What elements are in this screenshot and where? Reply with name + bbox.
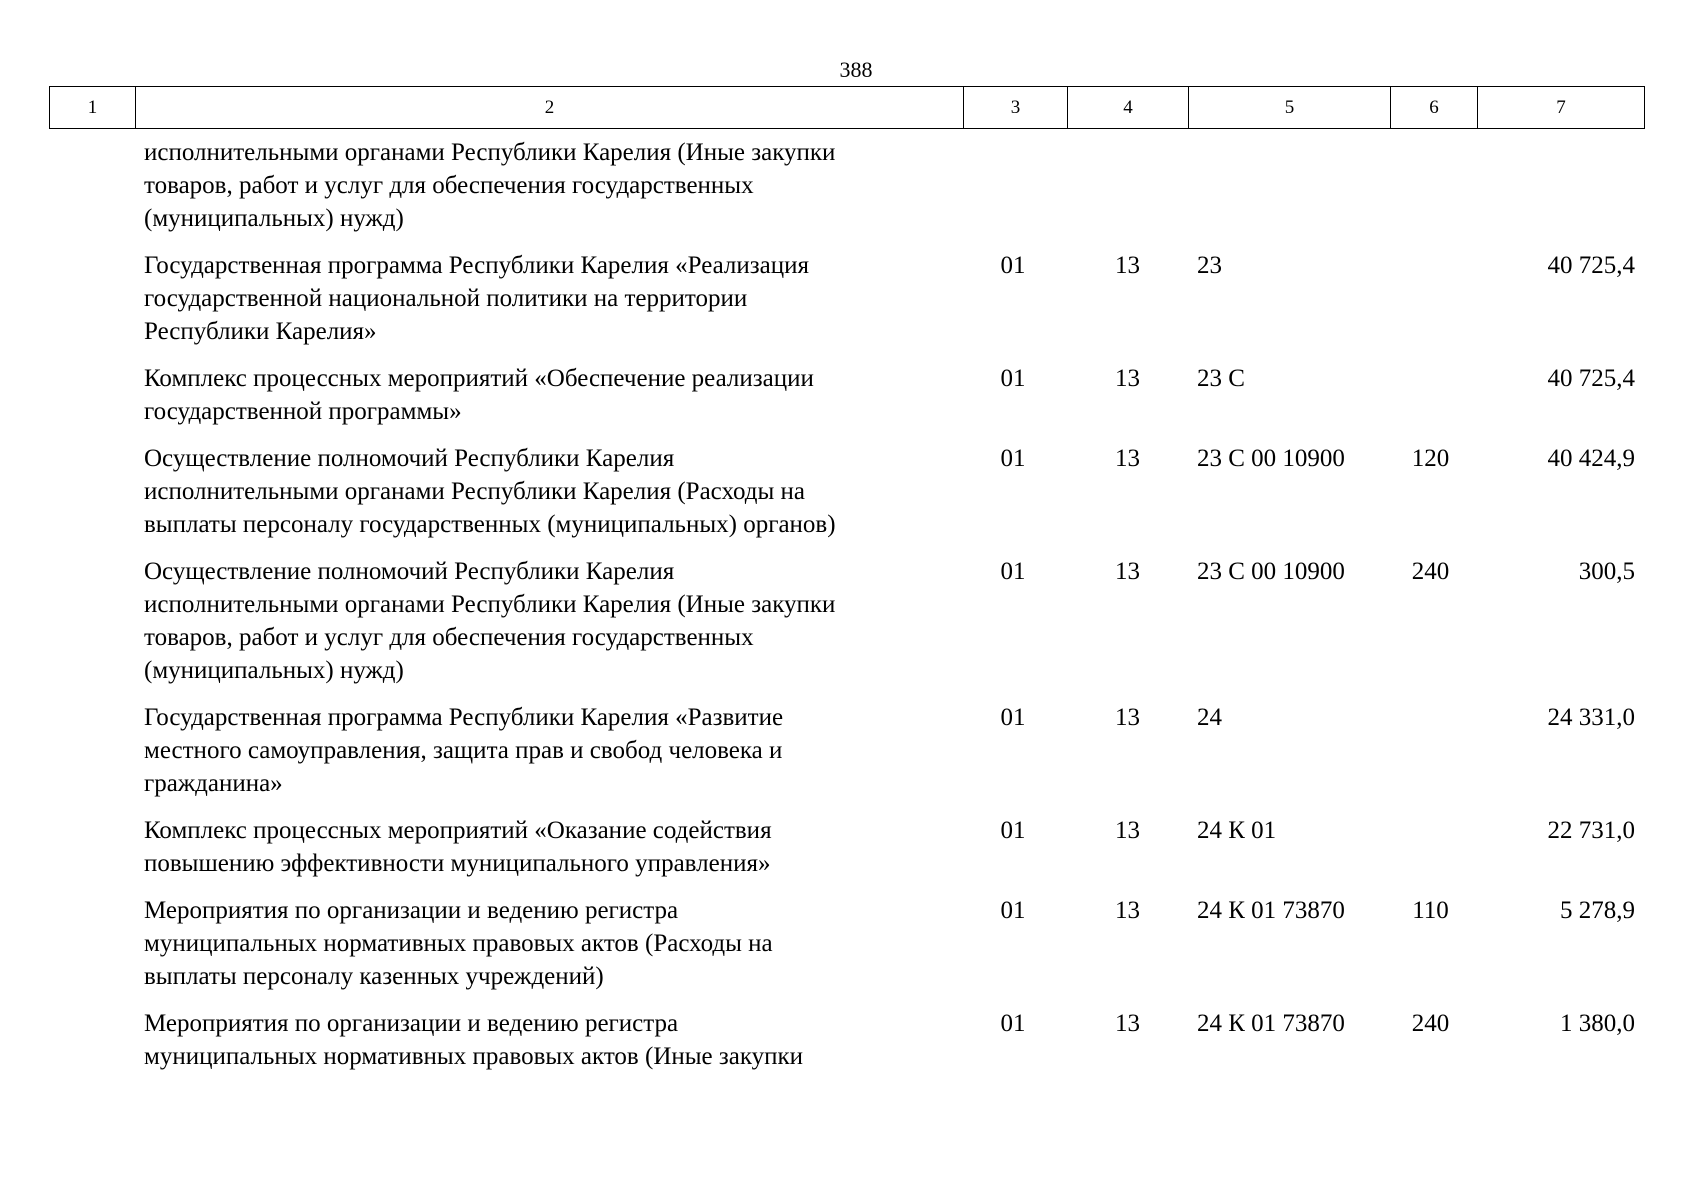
expense-type-code [1390,701,1477,814]
section-code: 01 [1000,365,1026,392]
target-article-code: 23 С [1197,365,1245,392]
amount [1477,136,1644,249]
target-article-code: 23 С 00 10900 [1197,445,1345,472]
target-article-code: 23 [1197,252,1222,279]
budget-table [49,136,1644,1087]
target-article-code [1188,136,1390,249]
subsection-code: 13 [1115,897,1140,924]
section-code: 01 [1000,445,1026,472]
column-header-row [50,87,1645,129]
description-line: повышению эффективности муниципального управления» [144,850,771,877]
target-article-code: 24 [1197,704,1222,731]
description-line: муниципальных нормативных правовых актов (Расходы на [144,930,773,957]
row-description [49,814,963,894]
section-code: 01 [1000,1010,1026,1037]
section-code: 01 [1000,558,1026,585]
amount: 40 725,4 [1547,365,1635,392]
table-row [49,1007,1644,1087]
row-description [49,555,963,701]
row-description [49,136,963,249]
section-code: 01 [1000,817,1026,844]
subsection-code: 13 [1115,365,1140,392]
amount: 5 278,9 [1560,897,1635,924]
amount: 40 424,9 [1547,445,1635,472]
expense-type-code [1390,814,1477,894]
description-line: Мероприятия по организации и ведению регистра [144,897,679,924]
description-line: Республики Карелия» [144,318,377,345]
subsection-code: 13 [1115,558,1140,585]
table-row [49,555,1644,701]
table-row [49,249,1644,362]
expense-type-code [1390,249,1477,362]
row-description [49,894,963,1007]
description-line: выплаты персоналу государственных (муниципальных) органов) [144,511,836,538]
description-line: Государственная программа Республики Карелия «Реализация [144,252,809,279]
description-line: Мероприятия по организации и ведению регистра [144,1010,679,1037]
subsection-code: 13 [1115,704,1140,731]
description-line: исполнительными органами Республики Карелия (Иные закупки [144,591,836,618]
column-header-5: 5 [1189,87,1391,129]
target-article-code: 24 К 01 [1197,817,1277,844]
subsection-code: 13 [1115,445,1140,472]
description-line: гражданина» [144,770,283,797]
table-row [49,136,1644,249]
row-description [49,362,963,442]
table-row [49,894,1644,1007]
description-line: выплаты персоналу казенных учреждений) [144,963,604,990]
target-article-code: 23 С 00 10900 [1197,558,1345,585]
expense-type-code: 240 [1411,1010,1450,1037]
column-header-1: 1 [50,87,136,129]
subsection-code: 13 [1115,252,1140,279]
expense-type-code: 240 [1411,558,1450,585]
row-description [49,1007,963,1087]
amount: 24 331,0 [1547,704,1635,731]
row-description [49,442,963,555]
column-header-3: 3 [964,87,1068,129]
description-line: (муниципальных) нужд) [144,657,404,684]
section-code: 01 [1000,252,1026,279]
column-header-2: 2 [136,87,964,129]
target-article-code: 24 К 01 73870 [1197,897,1345,924]
column-header-7: 7 [1478,87,1645,129]
section-code: 01 [1000,704,1026,731]
subsection-code: 13 [1115,1010,1140,1037]
table-row [49,362,1644,442]
description-line: Комплекс процессных мероприятий «Обеспечение реализации [144,365,814,392]
subsection-code [1067,136,1188,249]
amount: 40 725,4 [1547,252,1635,279]
row-description [49,249,963,362]
description-line: Осуществление полномочий Республики Карелия [144,558,675,585]
expense-type-code: 110 [1412,897,1449,924]
description-line: государственной национальной политики на территории [144,285,748,312]
description-line: товаров, работ и услуг для обеспечения государственных [144,624,754,651]
description-line: исполнительными органами Республики Карелия (Иные закупки [144,139,836,166]
description-line: Государственная программа Республики Карелия «Развитие [144,704,784,731]
description-line: товаров, работ и услуг для обеспечения государственных [144,172,754,199]
description-line: Комплекс процессных мероприятий «Оказание содействия [144,817,772,844]
row-description [49,701,963,814]
description-line: местного самоуправления, защита прав и свобод человека и [144,737,783,764]
target-article-code: 24 К 01 73870 [1197,1010,1345,1037]
column-header-4: 4 [1068,87,1189,129]
expense-type-code [1390,362,1477,442]
column-header-6: 6 [1391,87,1478,129]
table-row [49,701,1644,814]
description-line: исполнительными органами Республики Карелия (Расходы на [144,478,806,505]
description-line: Осуществление полномочий Республики Карелия [144,445,675,472]
section-code [963,136,1067,249]
section-code: 01 [1000,897,1026,924]
expense-type-code [1390,136,1477,249]
table-row [49,814,1644,894]
amount: 1 380,0 [1560,1010,1635,1037]
expense-type-code: 120 [1411,445,1450,472]
amount: 22 731,0 [1547,817,1635,844]
description-line: муниципальных нормативных правовых актов (Иные закупки [144,1043,804,1070]
amount: 300,5 [1578,558,1635,585]
description-line: (муниципальных) нужд) [144,205,404,232]
page-number: 388 [839,57,873,82]
description-line: государственной программы» [144,398,462,425]
column-header-table [49,86,1645,129]
table-row [49,442,1644,555]
subsection-code: 13 [1115,817,1140,844]
